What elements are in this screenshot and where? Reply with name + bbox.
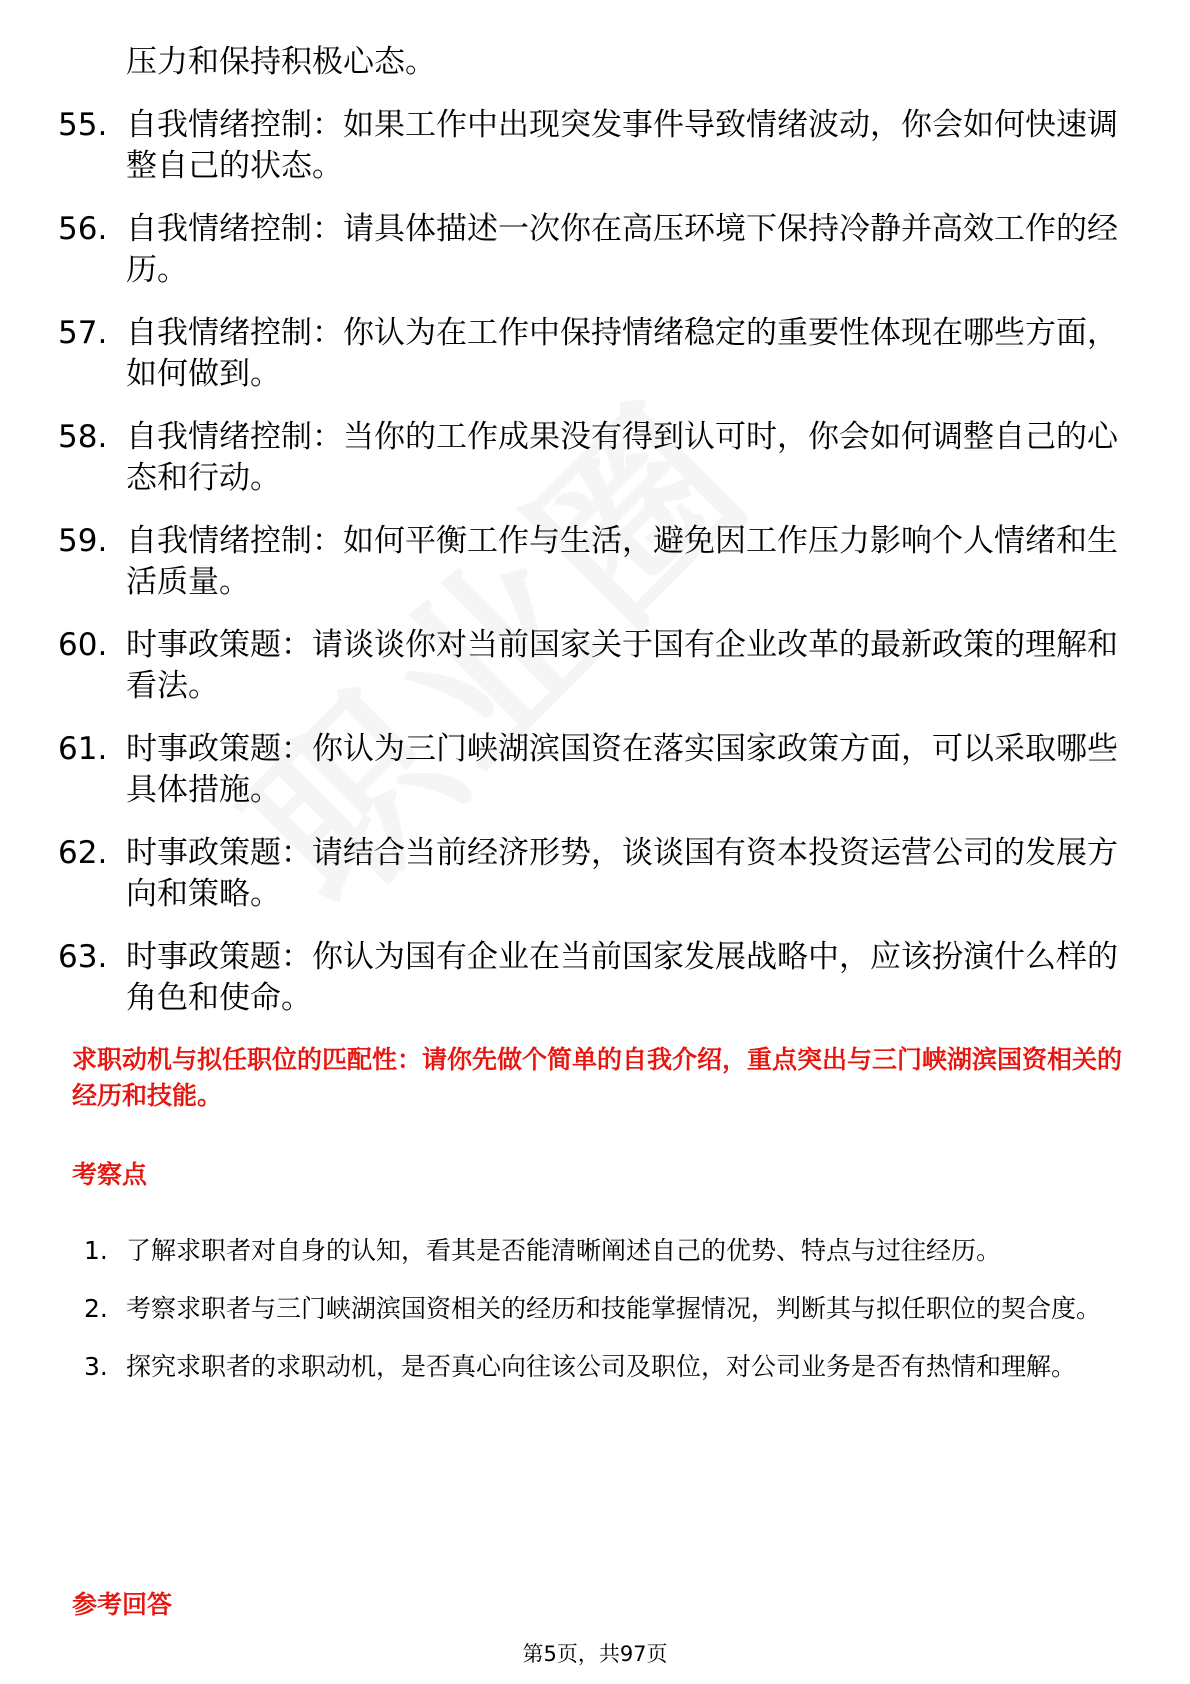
question-text: 时事政策题：请结合当前经济形势，谈谈国有资本投资运营公司的发展方向和策略。 [126,835,1118,912]
question-text: 时事政策题：你认为国有企业在当前国家发展战略中，应该扮演什么样的角色和使命。 [126,939,1118,1016]
question-number: 57. [58,315,108,351]
question-text: 自我情绪控制：当你的工作成果没有得到认可时，你会如何调整自己的心态和行动。 [126,419,1118,496]
point-number: 1. [84,1236,108,1265]
question-text: 时事政策题：你认为三门峡湖滨国资在落实国家政策方面，可以采取哪些具体措施。 [126,731,1118,808]
section-title: 求职动机与拟任职位的匹配性：请你先做个简单的自我介绍，重点突出与三门峡湖滨国资相关的经历和技能。 [72,1045,1123,1110]
point-text: 探究求职者的求职动机，是否真心向往该公司及职位，对公司业务是否有热情和理解。 [126,1352,1077,1381]
question-item [58,105,1118,187]
question-item [58,625,1118,707]
question-number: 63. [58,939,108,975]
point-number: 2. [84,1294,108,1323]
question-number: 56. [58,211,108,247]
question-number: 62. [58,835,108,871]
question-number: 59. [58,523,108,559]
question-number: 58. [58,419,108,455]
points-heading: 考察点 [72,1160,148,1189]
point-item [84,1280,1124,1338]
question-list [58,42,1118,1041]
question-item [58,937,1118,1019]
points-list [84,1222,1124,1396]
point-text: 了解求职者对自身的认知，看其是否能清晰阐述自己的优势、特点与过往经历。 [126,1236,1002,1265]
question-item [58,313,1118,395]
question-item [58,209,1118,291]
question-text: 时事政策题：请谈谈你对当前国家关于国有企业改革的最新政策的理解和看法。 [126,627,1118,704]
question-text: 自我情绪控制：请具体描述一次你在高压环境下保持冷静并高效工作的经历。 [126,211,1118,288]
question-number: 60. [58,627,108,663]
point-item [84,1338,1124,1396]
question-item [58,417,1118,499]
question-item [58,833,1118,915]
question-text: 自我情绪控制：如何平衡工作与生活，避免因工作压力影响个人情绪和生活质量。 [126,523,1118,600]
question-item [58,521,1118,603]
question-continuation: 压力和保持积极心态。 [126,44,436,80]
point-item [84,1222,1124,1280]
question-item [58,729,1118,811]
point-text: 考察求职者与三门峡湖滨国资相关的经历和技能掌握情况，判断其与拟任职位的契合度。 [126,1294,1102,1323]
page-footer: 第5页，共97页 [522,1642,668,1666]
question-text: 自我情绪控制：如果工作中出现突发事件导致情绪波动，你会如何快速调整自己的状态。 [126,107,1118,184]
question-number: 61. [58,731,108,767]
question-text: 自我情绪控制：你认为在工作中保持情绪稳定的重要性体现在哪些方面，如何做到。 [126,315,1118,392]
answer-heading: 参考回答 [72,1590,173,1619]
question-number: 55. [58,107,108,143]
point-number: 3. [84,1352,108,1381]
